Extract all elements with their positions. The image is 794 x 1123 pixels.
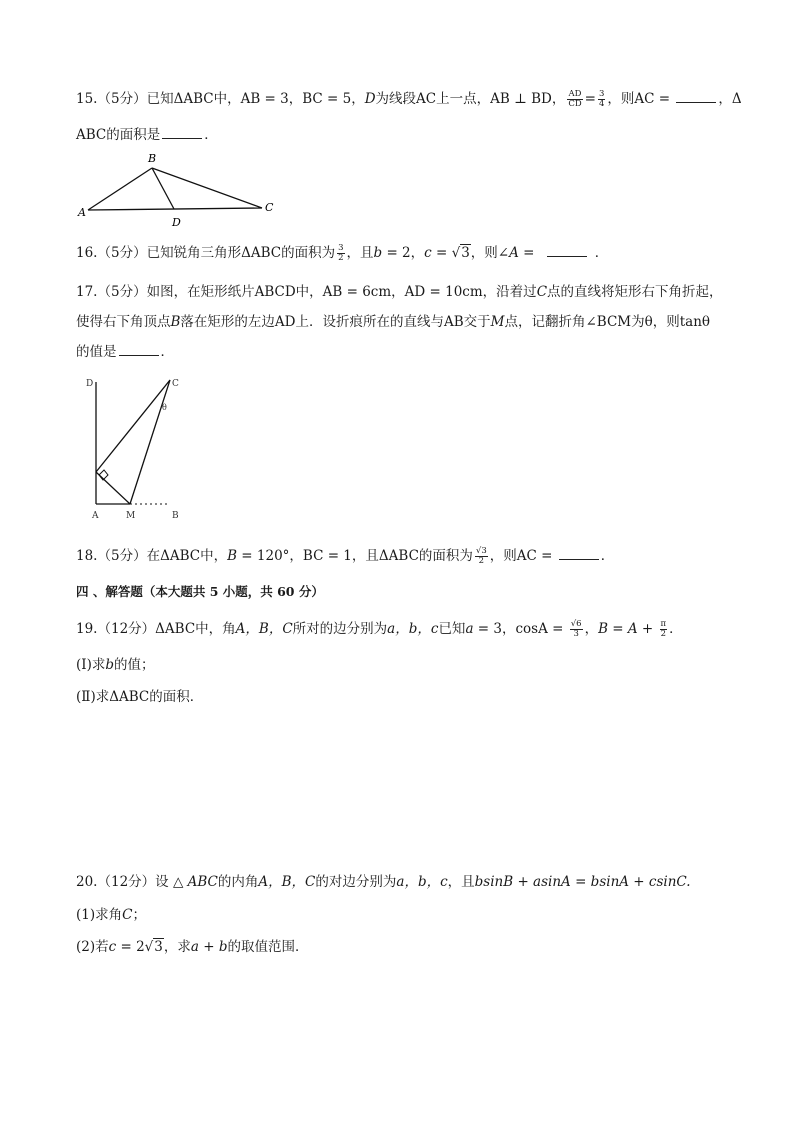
- q17-number: 17.: [76, 284, 98, 300]
- q19-text-3: 已知: [438, 621, 466, 637]
- q16-text-5: ，则∠: [470, 245, 510, 261]
- q19-text-5: ，: [584, 621, 599, 637]
- q19-text-7: ．: [669, 621, 683, 637]
- q19-text-6: B = A +: [598, 621, 658, 637]
- q15-eq: =: [584, 91, 596, 107]
- q15-fraction-3-4: [598, 90, 605, 109]
- q19-frac-num: √6: [570, 619, 582, 629]
- q16-text-4: = √: [431, 245, 461, 261]
- q18-text-2: = 120°，BC = 1，且ΔABC的面积为: [237, 548, 473, 564]
- q18-text-1: 在ΔABC中，: [146, 548, 228, 564]
- q19-sides: a，b，c: [387, 621, 439, 637]
- q16-var-c: c: [424, 245, 432, 261]
- q18-text-3: ，则AC =: [489, 548, 557, 564]
- q20-part2e: ，求: [163, 939, 191, 955]
- q18-end: ．: [600, 548, 615, 564]
- q19-number: 19.: [76, 621, 98, 637]
- q20-text-3: 的对边分别为: [315, 874, 397, 890]
- q15-line1: [76, 90, 742, 109]
- q20-part2g: 的取值范围．: [227, 939, 309, 955]
- q16-answer-blank[interactable]: [547, 244, 587, 257]
- q15-number: 15.: [76, 91, 98, 107]
- q18-frac-den: 2: [478, 556, 485, 566]
- q17-text-2: 点的直线将矩形右下角折起，: [547, 284, 723, 300]
- fig15-label-a: A: [78, 206, 86, 219]
- fig17-label-m: M: [126, 511, 136, 521]
- fig15-label-d: D: [172, 216, 181, 229]
- q18-answer-blank[interactable]: [559, 547, 599, 560]
- q17-var-b: B: [170, 314, 181, 330]
- q16-fraction: [337, 244, 344, 263]
- fig17-label-d: D: [86, 379, 94, 389]
- q17-line1: [76, 283, 723, 301]
- q15-line2-text: ABC的面积是: [76, 127, 161, 143]
- q17-line3-end: ．: [160, 344, 174, 360]
- q16-number: 16.: [76, 245, 98, 261]
- q20-part1b: C: [122, 907, 133, 923]
- q16-line1: [76, 244, 608, 263]
- q19-score: （12分）: [97, 621, 156, 637]
- q20-part2a: (2)若: [76, 939, 109, 955]
- q15-triangle-figure: [76, 148, 286, 230]
- q19-frac2-num: π: [660, 619, 667, 629]
- q15-frac-num: AD: [568, 89, 582, 99]
- q17-line2b: 落在矩形的左边AD上．设折痕所在的直线与AB交于: [180, 314, 491, 330]
- q15-frac2-num: 3: [598, 89, 605, 99]
- q19-text-1: ΔABC中，角: [155, 621, 236, 637]
- q16-sqrt-arg: 3: [461, 245, 470, 261]
- q15-line2-end: ．: [204, 127, 218, 143]
- q19-part1b: b: [105, 657, 115, 673]
- q19-part1: [76, 656, 155, 674]
- q15-answer-blank-2[interactable]: [162, 126, 202, 139]
- q20-part1c: ；: [132, 907, 146, 923]
- q15-line2: [76, 126, 218, 144]
- q19-fraction-pi: [660, 620, 668, 639]
- q15-answer-blank-1[interactable]: [676, 90, 716, 103]
- q19-part1a: (Ⅰ)求: [76, 657, 106, 673]
- fig17-label-b: B: [172, 511, 179, 521]
- q20-part1a: (1)求角: [76, 907, 123, 923]
- q19-part2: (Ⅱ)求ΔABC的面积．: [76, 689, 204, 705]
- q20-equation: bsinB + asinA = bsinA + csinC.: [474, 874, 691, 890]
- q20-part2c: = 2√: [116, 939, 154, 955]
- q17-line3: [76, 343, 174, 361]
- q20-text-2: 的内角: [217, 874, 259, 890]
- q19-text-4: = 3，cosA =: [473, 621, 568, 637]
- q18-line1: [76, 547, 614, 566]
- q19-frac-den: 3: [573, 629, 579, 639]
- q19-var-a: a: [465, 621, 474, 637]
- q16-text-1: 已知锐角三角形ΔABC的面积为: [146, 245, 336, 261]
- q15-frac2-den: 4: [598, 99, 605, 109]
- q20-line1: [76, 873, 691, 891]
- q16-var-a: A: [509, 245, 519, 261]
- q15-text-3: 为线段AC上一点，AB ⊥ BD，: [375, 91, 566, 107]
- q16-text-2: ，且: [346, 245, 374, 261]
- q20-text-4: ，且: [447, 874, 475, 890]
- q15-fraction-ad-cd: [567, 90, 582, 109]
- q17-line2a: 使得右下角顶点: [76, 314, 171, 330]
- q20-abc: ABC: [187, 874, 218, 890]
- q19-text-2: 所对的边分别为: [292, 621, 388, 637]
- q17-line2c: 点，记翻折角∠BCM为θ，则tanθ: [504, 314, 711, 330]
- q20-score: （12分）: [97, 874, 156, 890]
- q15-text-2: ΔABC中，AB = 3，BC = 5，: [173, 91, 365, 107]
- q15-score: （5分）: [97, 91, 147, 107]
- q17-fold-figure: [80, 374, 190, 526]
- q16-text-3: = 2，: [382, 245, 425, 261]
- q20-sides: a，b，c: [396, 874, 448, 890]
- section-4-header: 四 、解答题（本大题共 5 小题，共 60 分）: [76, 584, 324, 599]
- q16-var-b: b: [373, 245, 383, 261]
- q17-answer-blank[interactable]: [119, 343, 159, 356]
- q17-text-1: 如图，在矩形纸片ABCD中，AB = 6cm，AD = 10cm，沿着过: [146, 284, 537, 300]
- q16-text-6: =: [518, 245, 539, 261]
- fig17-label-a: A: [92, 511, 99, 521]
- q20-part1: [76, 906, 146, 924]
- q19-frac2-den: 2: [660, 629, 667, 639]
- q16-score: （5分）: [97, 245, 147, 261]
- q18-var-b: B: [227, 548, 237, 564]
- q15-var-d: D: [364, 91, 376, 107]
- q20-text-1: 设 △: [155, 874, 188, 890]
- q20-part2d: 3: [154, 939, 163, 955]
- q16-frac-den: 2: [338, 253, 344, 263]
- q17-score: （5分）: [97, 284, 147, 300]
- fig15-label-b: B: [148, 152, 157, 165]
- q20-part2b: c: [108, 939, 117, 955]
- q20-number: 20.: [76, 874, 98, 890]
- q15-text-5: ，Δ: [718, 91, 742, 107]
- q19-fraction-cos: [570, 620, 583, 639]
- q16-end: ．: [594, 245, 609, 261]
- q17-line2: [76, 313, 710, 331]
- q15-frac-den: CD: [568, 99, 582, 109]
- q18-frac-num: √3: [475, 546, 487, 556]
- q15-text-4: ，则AC =: [607, 91, 675, 107]
- q19-line1: [76, 620, 683, 639]
- q18-fraction: [475, 547, 488, 566]
- q19-vars: A，B，C: [235, 621, 293, 637]
- q15-text-1: 已知: [146, 91, 174, 107]
- q19-part1c: 的值；: [114, 657, 155, 673]
- q17-line3-text: 的值是: [76, 344, 117, 360]
- fig17-label-theta: θ: [162, 403, 167, 412]
- q17-var-m: M: [490, 314, 505, 330]
- q18-number: 18.: [76, 548, 98, 564]
- q20-vars: A，B，C: [258, 874, 316, 890]
- q18-score: （5分）: [97, 548, 147, 564]
- fig17-label-c: C: [172, 379, 179, 389]
- q20-part2: [76, 938, 308, 956]
- fig15-label-c: C: [265, 201, 274, 214]
- q16-frac-num: 3: [338, 243, 344, 253]
- q20-part2f: a + b: [190, 939, 228, 955]
- q17-var-c: C: [536, 284, 548, 300]
